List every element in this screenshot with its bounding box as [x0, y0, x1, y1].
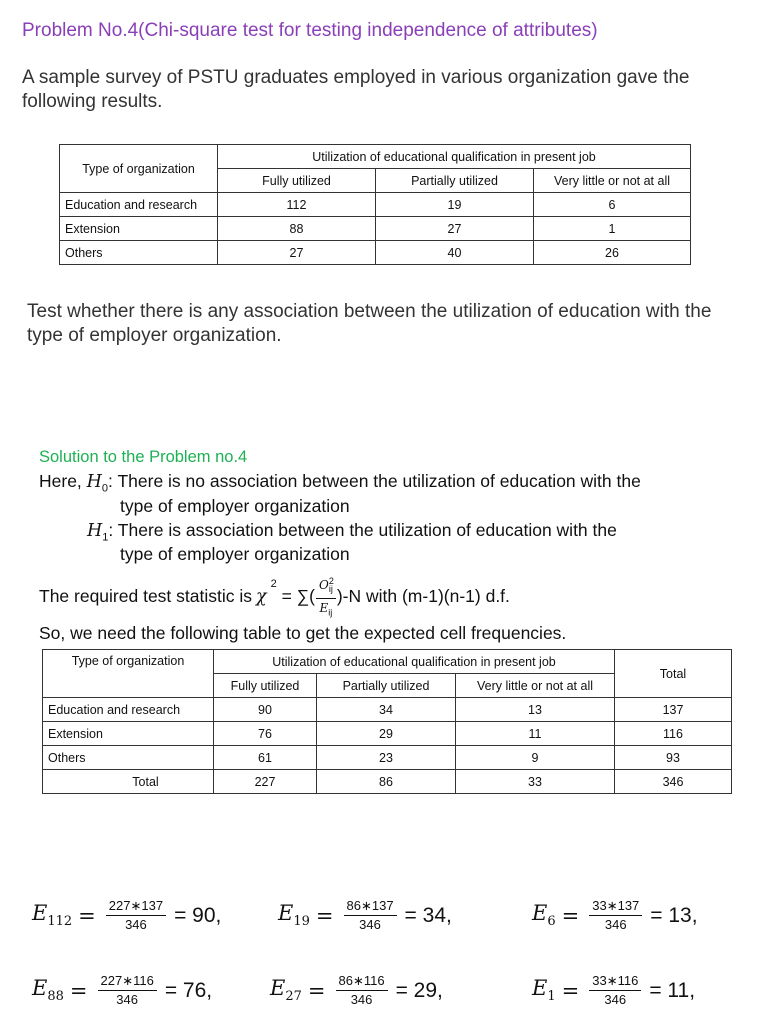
- table-row: [60, 217, 691, 241]
- eq-symbol: $E_{112}$: [32, 901, 73, 930]
- eq-result: = 76,: [164, 978, 213, 1002]
- observed-table: [59, 144, 691, 265]
- problem-title: Problem No.4(Chi-square test for testing independence of attributes): [22, 20, 598, 41]
- alternative-hypothesis-continued: type of employer organization: [120, 544, 350, 564]
- eq-result: = 90,: [174, 903, 222, 927]
- row-label: Extension: [43, 722, 214, 746]
- eq-fraction: $\frac{227∗137}{346}$: [106, 897, 166, 934]
- eq-symbol: $E_6$: [532, 901, 556, 930]
- table-row: [43, 722, 732, 746]
- stat-prefix: The required test statistic is: [39, 586, 252, 607]
- table-intro: So, we need the following table to get the expected cell frequencies.: [39, 623, 567, 643]
- table-cell: 88: [218, 217, 376, 241]
- column-header: Partially utilized: [317, 674, 456, 698]
- column-header: Partially utilized: [376, 169, 534, 193]
- h1-subscript: 1: [102, 531, 109, 544]
- eq-fraction: $\frac{227∗116}{346}$: [98, 972, 157, 1009]
- problem-intro: A sample survey of PSTU graduates employed in various organization gave the following results.: [22, 67, 690, 112]
- eq-fraction: $\frac{86∗116}{346}$: [336, 972, 388, 1009]
- alternative-hypothesis: [87, 520, 617, 544]
- expected-equation: $E_{112}$ = $\frac{227∗137}{346}$ = 90,: [32, 898, 222, 932]
- problem-question: Test whether there is any association between the utilization of education with the type of employer organization.: [27, 301, 712, 346]
- table-cell: 27: [376, 217, 534, 241]
- eq-result: = 29,: [395, 978, 443, 1002]
- stat-numerator: $O^2_{ij}$: [316, 572, 336, 599]
- column-header: Very little or not at all: [456, 674, 615, 698]
- row-total: 93: [615, 746, 732, 770]
- row-label: Total: [43, 770, 214, 794]
- chi-symbol: χ: [256, 586, 267, 607]
- table-cell: 34: [317, 698, 456, 722]
- test-statistic: [39, 572, 510, 622]
- table-cell: 6: [534, 193, 691, 217]
- expected-equation: $E_{19}$ = $\frac{86∗137}{346}$ = 34,: [278, 898, 452, 932]
- stat-fraction: [316, 572, 336, 622]
- table-cell: 76: [214, 722, 317, 746]
- table-cell: 19: [376, 193, 534, 217]
- table-cell: 61: [214, 746, 317, 770]
- table-row: [60, 241, 691, 265]
- eq-symbol: $E_{88}$: [32, 976, 64, 1005]
- eq-result: = 11,: [649, 978, 696, 1002]
- table-row: [43, 746, 732, 770]
- eq-symbol: $E_1$: [532, 976, 556, 1005]
- eq-result: = 13,: [650, 903, 698, 927]
- table-cell: 23: [317, 746, 456, 770]
- expected-table: [42, 649, 732, 794]
- table-corner-header: Type of organization: [60, 145, 218, 193]
- table-header-row: [43, 650, 732, 674]
- expected-equation: $E_{27}$ = $\frac{86∗116}{346}$ = 29,: [270, 973, 443, 1007]
- null-hypothesis-continued: type of employer organization: [120, 496, 350, 516]
- column-header: Fully utilized: [218, 169, 376, 193]
- table-cell: 112: [218, 193, 376, 217]
- eq-symbol: $E_{19}$: [278, 901, 310, 930]
- table-cell: 90: [214, 698, 317, 722]
- eq-fraction: $\frac{86∗137}{346}$: [344, 897, 397, 934]
- row-label: Education and research: [60, 193, 218, 217]
- table-cell: 13: [456, 698, 615, 722]
- h0-text: : There is no association between the utilization of education with the: [108, 471, 641, 491]
- table-cell: 27: [218, 241, 376, 265]
- chi-power: 2: [270, 578, 277, 590]
- column-header: Fully utilized: [214, 674, 317, 698]
- solution-heading: Solution to the Problem no.4: [39, 448, 248, 466]
- row-label: Extension: [60, 217, 218, 241]
- table-group-header: Utilization of educational qualification in present job: [214, 650, 615, 674]
- column-total: 86: [317, 770, 456, 794]
- h0-subscript: 0: [101, 482, 109, 495]
- table-cell: 11: [456, 722, 615, 746]
- null-hypothesis: [39, 471, 641, 495]
- total-header: Total: [615, 650, 732, 698]
- table-row: [43, 698, 732, 722]
- here-label: Here,: [39, 471, 87, 491]
- eq-fraction: $\frac{33∗137}{346}$: [589, 897, 642, 934]
- eq-result: = 34,: [404, 903, 452, 927]
- table-cell: 29: [317, 722, 456, 746]
- row-label: Education and research: [43, 698, 214, 722]
- table-corner-header: Type of organization: [43, 650, 214, 698]
- h0-symbol: H: [86, 472, 102, 492]
- table-row: [60, 193, 691, 217]
- eq-fraction: $\frac{33∗116}{346}$: [589, 972, 641, 1009]
- row-label: Others: [43, 746, 214, 770]
- row-total: 116: [615, 722, 732, 746]
- table-cell: 1: [534, 217, 691, 241]
- column-total: 227: [214, 770, 317, 794]
- table-header-row: [60, 145, 691, 169]
- table-total-row: [43, 770, 732, 794]
- column-header: Very little or not at all: [534, 169, 691, 193]
- stat-equals-sum: = ∑(: [276, 586, 315, 607]
- row-total: 137: [615, 698, 732, 722]
- expected-equation: $E_6$ = $\frac{33∗137}{346}$ = 13,: [532, 898, 698, 932]
- table-cell: 26: [534, 241, 691, 265]
- expected-equation: $E_{88}$ = $\frac{227∗116}{346}$ = 76,: [32, 973, 213, 1007]
- stat-suffix: )-N with (m-1)(n-1) d.f.: [336, 586, 510, 607]
- h1-text: : There is association between the utilization of education with the: [108, 520, 617, 540]
- stat-denominator: $E_{ij}$: [319, 601, 333, 618]
- grand-total: 346: [615, 770, 732, 794]
- table-cell: 40: [376, 241, 534, 265]
- column-total: 33: [456, 770, 615, 794]
- eq-symbol: $E_{27}$: [270, 976, 302, 1005]
- table-cell: 9: [456, 746, 615, 770]
- row-label: Others: [60, 241, 218, 265]
- table-group-header: Utilization of educational qualification in present job: [218, 145, 691, 169]
- expected-equation: $E_1$ = $\frac{33∗116}{346}$ = 11,: [532, 973, 696, 1007]
- h1-symbol: H: [87, 521, 103, 541]
